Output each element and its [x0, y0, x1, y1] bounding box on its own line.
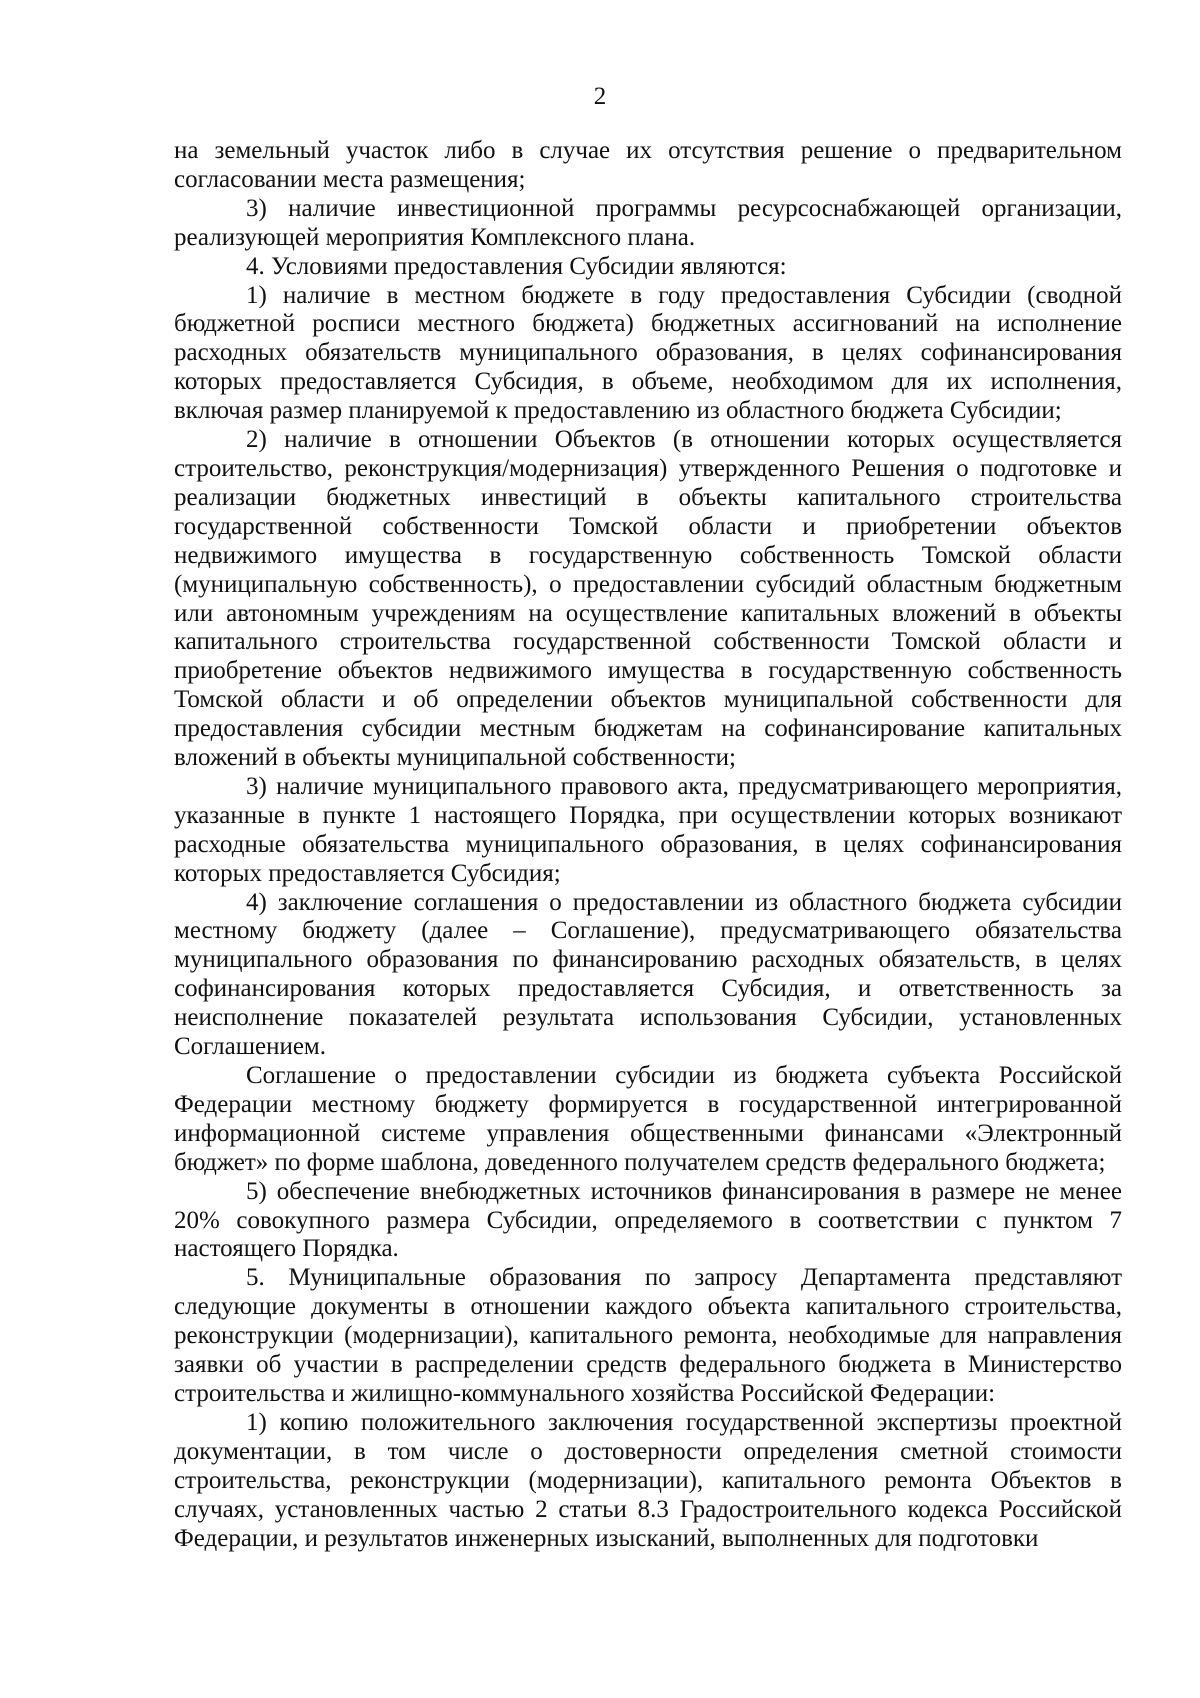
- paragraph: Соглашение о предоставлении субсидии из бюджета субъекта Российской Федерации местному бюджету формируется в государственной интегрированной информационной системе управления общественными финансами «Электронный бюджет» по форме шаблона, доведенного получателем средств федерального бюджета;: [174, 1062, 1122, 1176]
- paragraph: 1) копию положительного заключения государственной экспертизы проектной документации, в том числе о достоверности определения сметной стоимости строительства, реконструкции (модернизации), капитального ремонта Объектов в случаях, установленных частью 2 статьи 8.3 Градостроительного кодекса Российской Федерации, и результатов инженерных изысканий, выполненных для подготовки: [174, 1408, 1122, 1552]
- paragraph: 2) наличие в отношении Объектов (в отношении которых осуществляется строительство, реконструкция/модернизация) утвержденного Решения о подготовке и реализации бюджетных инвестиций в объекты капитального строительства государственной собственности Томской области и приобретении объектов недвижимого имущества в государственную собственность Томской области (муниципальную собственность), о предоставлении субсидий областным бюджетным или автономным учреждениям на осуществление капитальных вложений в объекты капитального строительства государственной собственности Томской области и приобретение объектов недвижимого имущества в государственную собственность Томской области и об определении объектов муниципальной собственности для предоставления субсидии местным бюджетам на софинансирование капитальных вложений в объекты муниципальной собственности;: [174, 426, 1122, 772]
- document-body: [174, 137, 1122, 1553]
- paragraph: 3) наличие муниципального правового акта, предусматривающего мероприятия, указанные в пункте 1 настоящего Порядка, при осуществлении которых возникают расходные обязательства муниципального образования, в целях софинансирования которых предоставляется Субсидия;: [174, 772, 1122, 887]
- paragraph: 5) обеспечение внебюджетных источников финансирования в размере не менее 20% совокупного размера Субсидии, определяемого в соответствии с пунктом 7 настоящего Порядка.: [174, 1177, 1122, 1263]
- page-number: 2: [593, 83, 607, 110]
- paragraph: 5. Муниципальные образования по запросу Департамента представляют следующие документы в отношении каждого объекта капитального строительства, реконструкции (модернизации), капитального ремонта, необходимые для направления заявки об участии в распределении средств федерального бюджета в Министерство строительства и жилищно-коммунального хозяйства Российской Федерации:: [174, 1264, 1122, 1407]
- paragraph: 4) заключение соглашения о предоставлении из областного бюджета субсидии местному бюджету (далее – Соглашение), предусматривающего обязательства муниципального образования по финансированию расходных обязательств, в целях софинансирования которых предоставляется Субсидия, и ответственность за неисполнение показателей результата использования Субсидии, установленных Соглашением.: [174, 888, 1122, 1061]
- paragraph: 1) наличие в местном бюджете в году предоставления Субсидии (сводной бюджетной росписи местного бюджета) бюджетных ассигнований на исполнение расходных обязательств муниципального образования, в целях софинансирования которых предоставляется Субсидия, в объеме, необходимом для их исполнения, включая размер планируемой к предоставлению из областного бюджета Субсидии;: [174, 281, 1122, 425]
- paragraph: на земельный участок либо в случае их отсутствия решение о предварительном согласовании места размещения;: [174, 137, 1122, 193]
- paragraph: 4. Условиями предоставления Субсидии являются:: [246, 252, 787, 280]
- paragraph: 3) наличие инвестиционной программы ресурсоснабжающей организации, реализующей мероприятия Комплексного плана.: [174, 194, 1122, 251]
